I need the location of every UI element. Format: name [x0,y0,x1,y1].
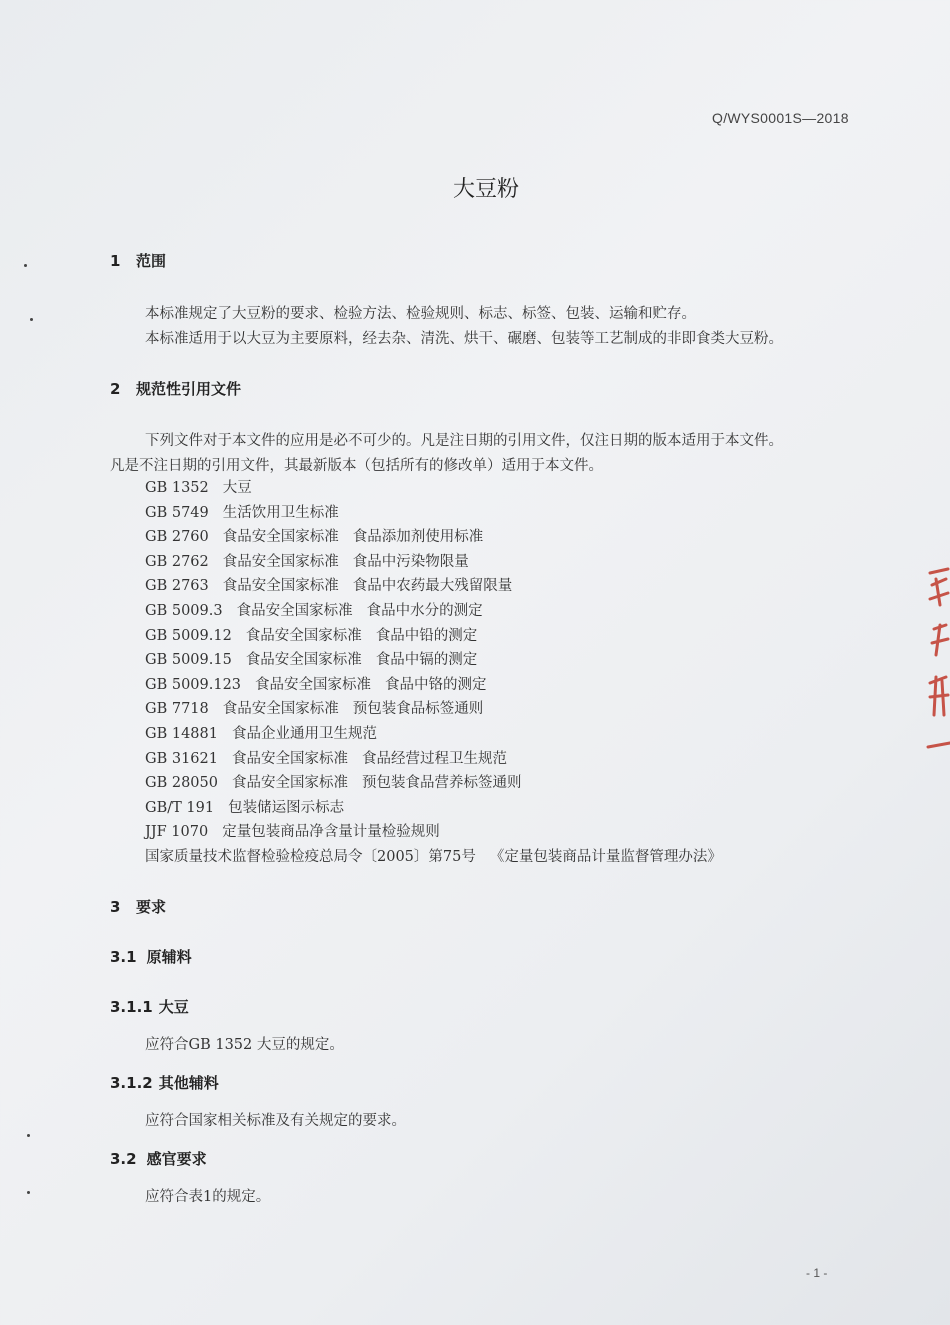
scope-paragraph-2: 本标准适用于以大豆为主要原料，经去杂、清洗、烘干、碾磨、包装等工艺制成的非即食类大豆粉。 [145,331,783,347]
reference-title: 食品安全国家标准 [231,750,348,767]
reference-code: GB 14881 [145,725,218,742]
reference-subtitle: 食品中污染物限量 [352,553,469,570]
reference-code: GB 31621 [145,750,218,767]
reference-code: GB 2762 [145,553,209,570]
reference-subtitle: 食品经营过程卫生规范 [361,750,507,767]
reference-code: GB 28050 [145,775,218,792]
reference-item [145,820,736,845]
reference-subtitle: 预包装食品营养标签通则 [361,775,522,792]
reference-title: 大豆 [222,480,252,496]
section-number: 3.2 [110,1150,137,1168]
section-number: 3.1 [110,948,137,966]
reference-title: 生活饮用卫生标准 [222,504,339,521]
section-title: 大豆 [158,998,189,1016]
reference-subtitle: 预包装食品标签通则 [352,701,484,718]
red-seal-stamp-fragment [922,565,950,755]
reference-code: GB 5009.15 [145,652,232,669]
reference-title: 食品安全国家标准 [255,676,372,693]
reference-code: GB 5009.12 [145,627,232,644]
section-3-1-2-heading [110,1072,219,1093]
section-number: 3.1.2 [110,1074,153,1092]
standard-code: Q/WYS0001S—2018 [712,110,849,126]
section-title: 规范性引用文件 [136,380,242,398]
reference-item [145,525,736,550]
section-number: 1 [110,252,121,270]
reference-item [145,501,736,526]
reference-title: 食品安全国家标准 [245,652,362,669]
section-2-heading [110,378,241,399]
reference-title: 包装储运图示标志 [228,799,345,816]
reference-title: 《定量包装商品计量监督管理办法》 [489,848,722,865]
references-intro-2: 凡是不注日期的引用文件，其最新版本（包括所有的修改单）适用于本文件。 [110,458,603,474]
reference-list [145,476,736,870]
reference-item [145,550,736,575]
reference-title: 食品安全国家标准 [231,775,348,792]
references-intro-1: 下列文件对于本文件的应用是必不可少的。凡是注日期的引用文件，仅注日期的版本适用于本文件。 [145,433,783,449]
margin-mark [30,318,33,321]
section-title: 范围 [136,252,167,270]
document-title: 大豆粉 [452,177,519,202]
reference-subtitle: 食品中铬的测定 [385,676,487,693]
reference-code: GB 5009.3 [145,602,223,619]
section-number: 3 [110,898,121,916]
reference-title: 食品安全国家标准 [222,553,339,570]
section-3-heading [110,896,166,917]
reference-item [145,796,736,821]
reference-title: 食品安全国家标准 [236,602,353,619]
reference-item [145,845,736,870]
reference-subtitle: 食品中镉的测定 [375,652,478,669]
section-number: 2 [110,380,121,398]
reference-subtitle: 食品添加剂使用标准 [352,529,484,546]
section-3-1-1-heading [110,996,189,1017]
section-3-1-1-text: 应符合GB 1352 大豆的规定。 [145,1037,344,1053]
reference-code: GB 2760 [145,529,209,546]
section-3-1-2-text: 应符合国家相关标准及有关规定的要求。 [145,1113,406,1129]
reference-item [145,771,736,796]
section-title: 其他辅料 [158,1074,219,1092]
reference-title: 食品安全国家标准 [222,529,339,546]
reference-item [145,624,736,649]
reference-subtitle: 食品中农药最大残留限量 [352,578,513,595]
section-title: 要求 [136,898,167,916]
reference-code: GB 7718 [145,701,209,718]
reference-item [145,574,736,599]
section-1-heading [110,250,166,271]
reference-code: GB 5749 [145,504,209,521]
reference-subtitle: 食品中水分的测定 [366,602,483,619]
reference-item [145,722,736,747]
scope-paragraph-1: 本标准规定了大豆粉的要求、检验方法、检验规则、标志、标签、包装、运输和贮存。 [145,306,696,322]
section-number: 3.1.1 [110,998,153,1016]
reference-code: 国家质量技术监督检验检疫总局令〔2005〕第75号 [145,848,476,865]
margin-mark [27,1134,30,1137]
reference-code: GB 5009.123 [145,676,242,693]
section-title: 感官要求 [146,1150,207,1168]
reference-item [145,673,736,698]
reference-subtitle: 食品中铅的测定 [375,627,478,644]
reference-title: 定量包装商品净含量计量检验规则 [222,824,440,841]
section-3-2-heading [110,1148,207,1169]
reference-title: 食品安全国家标准 [222,578,339,595]
reference-code: GB 1352 [145,480,209,496]
margin-mark [27,1191,30,1194]
reference-title: 食品安全国家标准 [222,701,339,718]
page-number: - 1 - [806,1266,828,1280]
reference-code: JJF 1070 [145,824,209,841]
section-3-1-heading [110,946,192,967]
margin-mark [24,264,27,267]
reference-item [145,599,736,624]
reference-code: GB/T 191 [145,799,215,816]
reference-item [145,476,736,501]
reference-item [145,648,736,673]
reference-item [145,747,736,772]
section-title: 原辅料 [146,948,192,966]
reference-title: 食品安全国家标准 [245,627,362,644]
reference-code: GB 2763 [145,578,209,595]
reference-item [145,697,736,722]
reference-title: 食品企业通用卫生规范 [231,725,377,742]
section-3-2-text: 应符合表1的规定。 [145,1189,271,1205]
